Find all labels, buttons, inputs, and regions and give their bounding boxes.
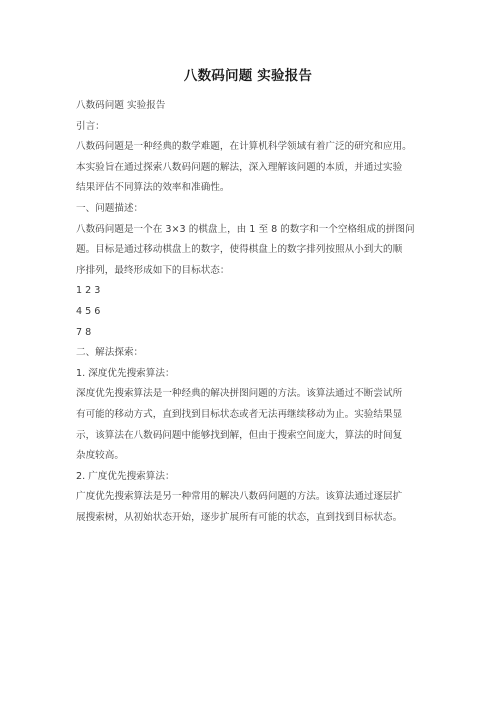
body-line: 4 5 6 [76, 305, 101, 317]
body-line: 有可能的移动方式，直到找到目标状态或者无法再继续移动为止。实验结果显 [76, 408, 403, 420]
body-line: 八数码问题是一个在 3×3 的棋盘上，由 1 至 8 的数字和一个空格组成的拼图问 [76, 223, 415, 235]
body-line: 广度优先搜索算法是另一种常用的解决八数码问题的方法。该算法通过逐层扩 [76, 491, 403, 503]
body-line: 1 2 3 [76, 285, 101, 297]
body-line: 二、解法探索： [76, 347, 144, 359]
body-line: 示，该算法在八数码问题中能够找到解，但由于搜索空间庞大，算法的时间复 [76, 429, 403, 441]
document-body [76, 96, 448, 528]
body-line: 展搜索树，从初始状态开始，逐步扩展所有可能的状态，直到找到目标状态。 [76, 511, 403, 523]
body-line: 2. 广度优先搜索算法： [76, 470, 175, 482]
body-line: 1. 深度优先搜索算法： [76, 367, 175, 379]
body-line: 7 8 [76, 326, 92, 338]
body-line: 深度优先搜索算法是一种经典的解决拼图问题的方法。该算法通过不断尝试所 [76, 388, 403, 400]
body-line: 序排列，最终形成如下的目标状态： [76, 264, 230, 276]
body-line: 八数码问题 实验报告 [76, 100, 166, 111]
body-line: 一、问题描述： [76, 202, 144, 214]
body-line: 八数码问题是一种经典的数学难题，在计算机科学领域有着广泛的研究和应用。 [76, 141, 412, 153]
body-line: 结果评估不同算法的效率和准确性。 [76, 182, 230, 194]
body-line: 杂度较高。 [76, 450, 124, 462]
body-line: 题。目标是通过移动棋盘上的数字，使得棋盘上的数字排列按照从小到大的顺 [76, 244, 403, 256]
document-title: 八数码问题 实验报告 [183, 68, 313, 84]
body-line: 本实验旨在通过探索八数码问题的解法，深入理解该问题的本质，并通过实验 [76, 161, 403, 173]
body-line: 引言： [76, 120, 105, 132]
